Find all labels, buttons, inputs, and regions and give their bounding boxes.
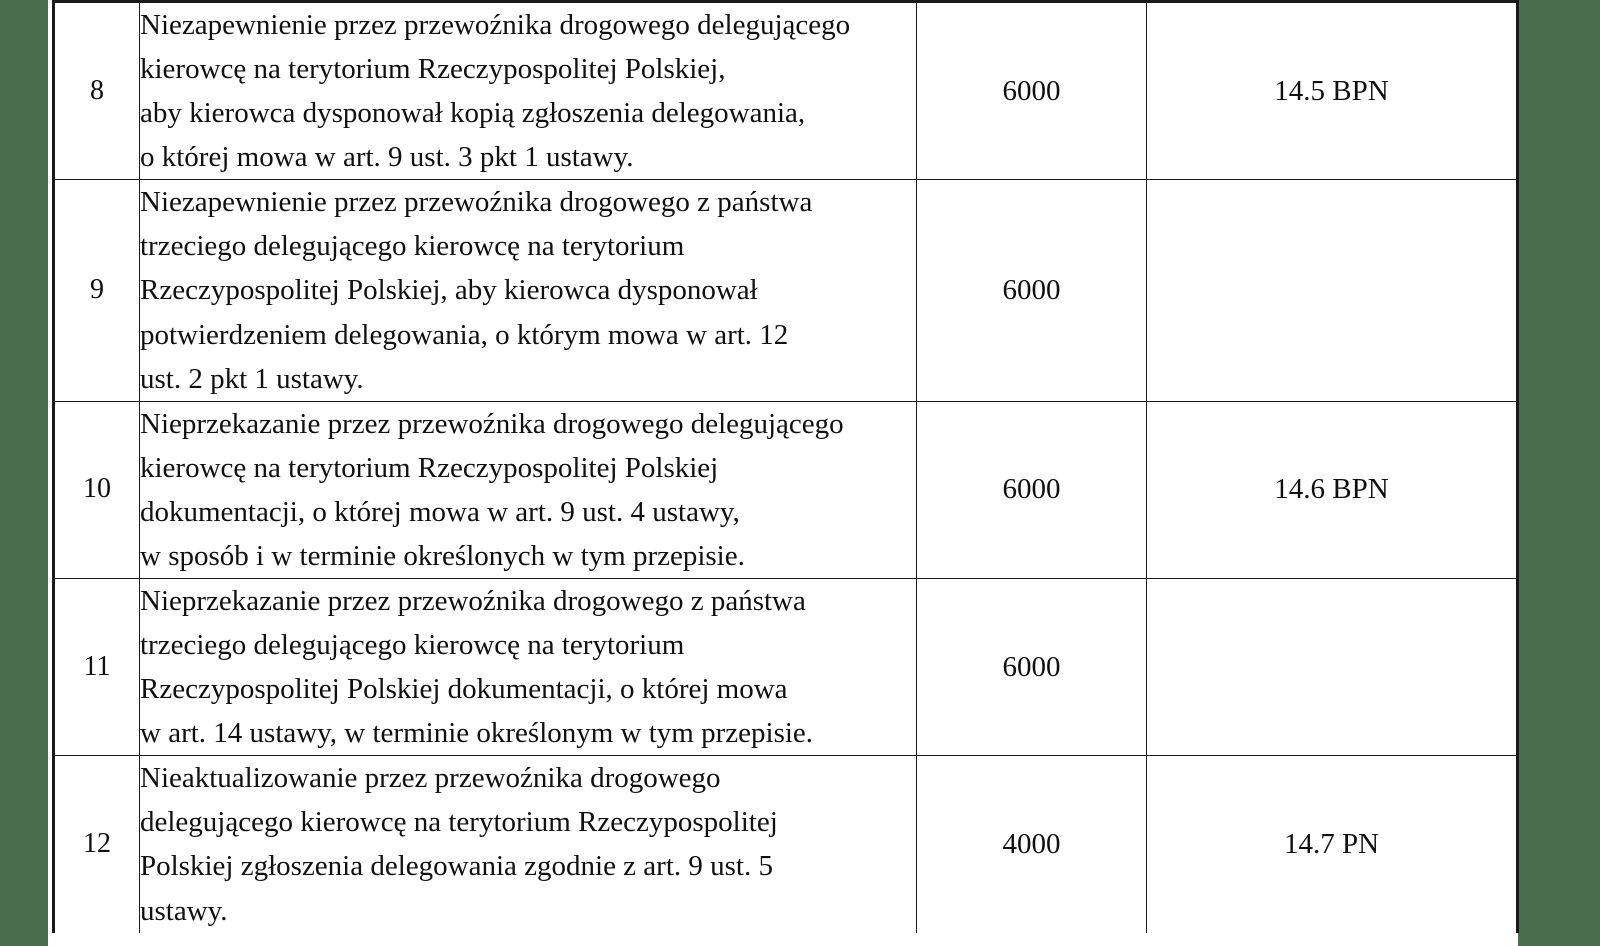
table-row [54,180,1518,401]
table-row [54,579,1518,756]
description-line: ustawy. [140,894,228,927]
left-margin-band [0,0,48,946]
penalty-table-container [52,0,1516,946]
cell-lp: 9 [54,180,140,401]
table-row [54,2,1518,180]
cell-lp: 12 [54,756,140,933]
cell-amount: 6000 [917,2,1147,180]
description-line: Niezapewnienie przez przewoźnika drogowego delegującego [140,9,851,41]
table-row [54,401,1518,578]
table-row [54,756,1518,933]
cell-reference: 14.5 BPN [1147,2,1518,180]
cell-lp: 8 [54,2,140,180]
description-line: o której mowa w art. 9 ust. 3 pkt 1 ustawy. [140,141,634,174]
cell-amount: 6000 [917,579,1147,756]
description-line: Rzeczypospolitej Polskiej dokumentacji, o której mowa [140,673,788,706]
cell-description [140,756,917,933]
description-line: Nieprzekazanie przez przewoźnika drogowego delegującego [140,407,844,440]
cell-reference [1147,579,1518,756]
description-line: ust. 2 pkt 1 ustawy. [140,362,364,395]
cell-amount: 6000 [917,401,1147,578]
penalty-table-body [54,2,1518,933]
description-line: kierowcę na terytorium Rzeczypospolitej Polskiej, [140,53,726,86]
description-line: Niezapewnienie przez przewoźnika drogowego z państwa [140,186,813,219]
description-line: w art. 14 ustawy, w terminie określonym w tym przepisie. [140,717,814,750]
cell-description [140,2,917,180]
description-line: aby kierowca dysponował kopią zgłoszenia delegowania, [140,97,806,130]
penalty-table [52,0,1519,933]
description-line: trzeciego delegującego kierowcę na terytorium [140,629,685,662]
description-line: dokumentacji, o której mowa w art. 9 ust. 4 ustawy, [140,495,740,528]
description-line: kierowcę na terytorium Rzeczypospolitej Polskiej [140,451,719,484]
cell-reference: 14.7 PN [1147,756,1518,933]
cell-description [140,180,917,401]
cell-amount: 4000 [917,756,1147,933]
description-line: w sposób i w terminie określonych w tym przepisie. [140,539,745,572]
description-line: Polskiej zgłoszenia delegowania zgodnie z art. 9 ust. 5 [140,850,773,883]
cell-description [140,401,917,578]
cell-reference [1147,180,1518,401]
description-line: trzeciego delegującego kierowcę na terytorium [140,230,685,263]
cell-lp: 10 [54,401,140,578]
description-line: potwierdzeniem delegowania, o którym mowa w art. 12 [140,318,789,351]
cell-reference: 14.6 BPN [1147,401,1518,578]
description-line: Nieaktualizowanie przez przewoźnika drogowego [140,762,721,795]
description-line: Nieprzekazanie przez przewoźnika drogowego z państwa [140,585,806,618]
cell-description [140,579,917,756]
right-margin-band [1518,0,1600,946]
cell-lp: 11 [54,579,140,756]
description-line: delegującego kierowcę na terytorium Rzeczypospolitej [140,806,778,839]
description-line: Rzeczypospolitej Polskiej, aby kierowca dysponował [140,274,758,307]
cell-amount: 6000 [917,180,1147,401]
